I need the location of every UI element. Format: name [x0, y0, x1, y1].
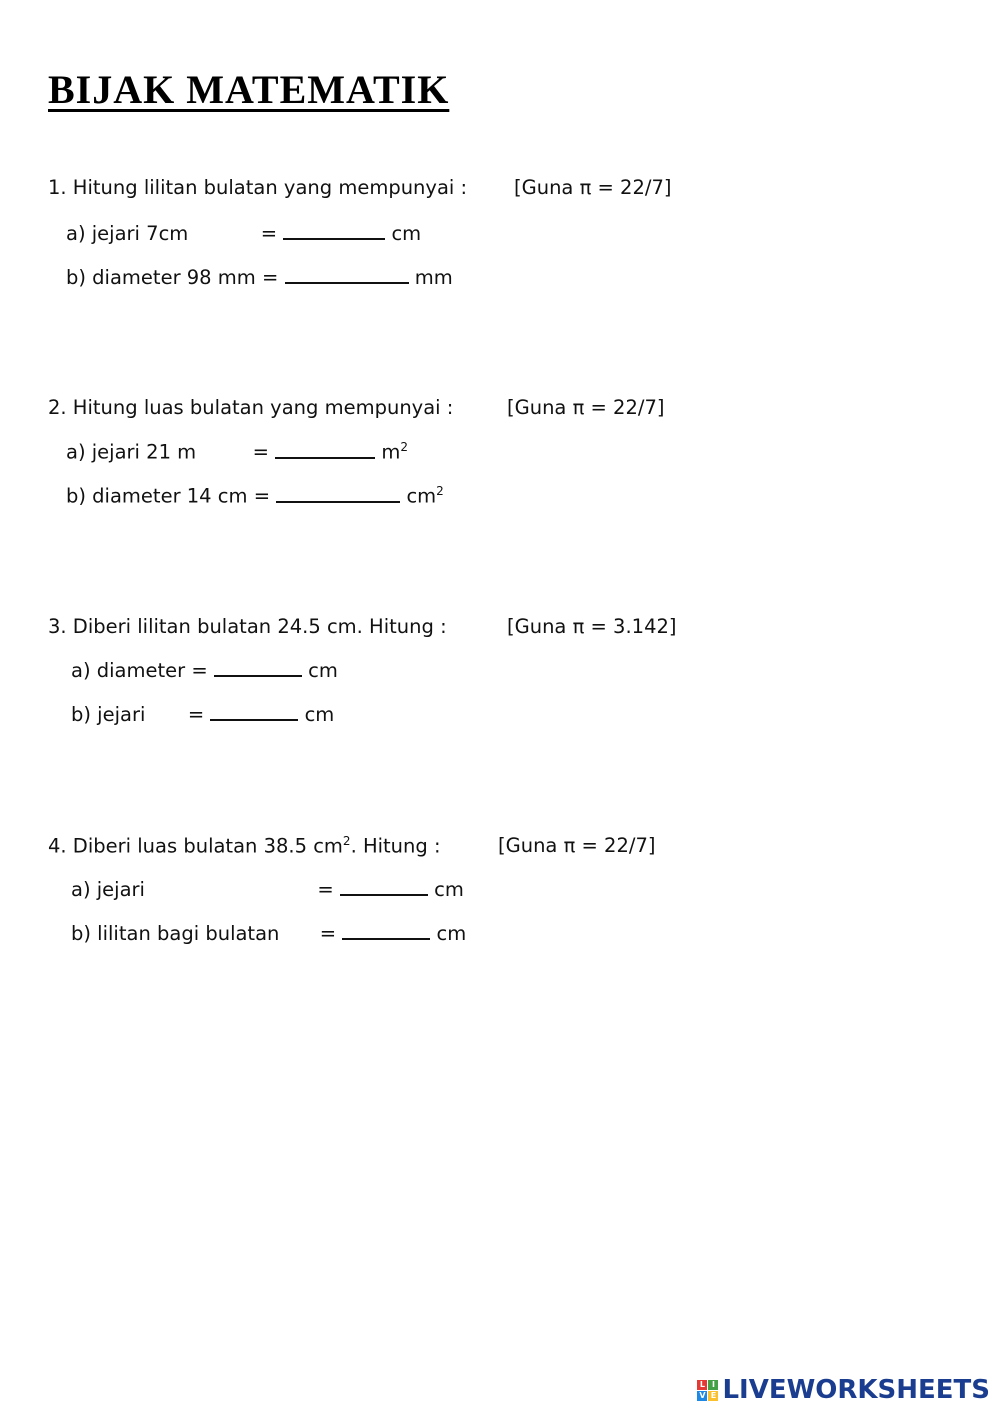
question-2-prompt: 2. Hitung luas bulatan yang mempunyai : — [48, 396, 454, 419]
question-4a-unit: cm — [434, 878, 464, 901]
question-3-prompt: 3. Diberi lilitan bulatan 24.5 cm. Hitung : — [48, 615, 447, 638]
question-3a-unit: cm — [308, 659, 338, 682]
logo-letter-e: E — [708, 1391, 718, 1401]
brand-name: LIVEWORKSHEETS — [722, 1375, 990, 1405]
question-1-note: [Guna π = 22/7] — [514, 176, 672, 199]
answer-4a-input[interactable] — [340, 893, 428, 896]
logo-letter-v: V — [699, 1390, 706, 1400]
question-4-prompt-pre: 4. Diberi luas bulatan 38.5 cm — [48, 834, 343, 858]
question-4-prompt-sup: 2 — [342, 834, 351, 848]
logo-letter-l: L — [697, 1380, 707, 1390]
question-2a-label: a) jejari 21 m — [66, 440, 197, 464]
answer-4b-input[interactable] — [342, 937, 430, 940]
answer-2b-input[interactable] — [276, 500, 400, 503]
question-1b — [66, 266, 453, 289]
question-4-prompt-post: . Hitung : — [350, 834, 441, 858]
question-4a-equals: = — [317, 878, 334, 901]
question-1a-label: a) jejari 7cm — [66, 222, 189, 245]
page-title: BIJAK MATEMATIK — [48, 67, 450, 112]
question-4b-label: b) lilitan bagi bulatan — [71, 922, 280, 945]
answer-1b-input[interactable] — [285, 281, 409, 284]
question-3b-equals: = — [187, 703, 205, 726]
question-4b — [71, 922, 466, 945]
answer-3b-input[interactable] — [210, 718, 298, 721]
question-2b-unit: cm — [406, 484, 437, 508]
question-2a — [66, 440, 408, 464]
question-2-note: [Guna π = 22/7] — [507, 396, 665, 419]
question-4b-equals: = — [319, 922, 337, 945]
question-4b-unit: cm — [436, 922, 467, 945]
question-1-prompt: 1. Hitung lilitan bulatan yang mempunyai : — [48, 176, 468, 199]
question-2a-unit: m — [381, 440, 401, 464]
question-3a — [71, 659, 338, 682]
question-3b-label: b) jejari — [71, 703, 146, 726]
question-4a-label: a) jejari — [71, 878, 145, 901]
question-3b — [71, 703, 334, 726]
question-2a-equals: = — [252, 440, 269, 464]
answer-2a-input[interactable] — [275, 456, 375, 459]
question-1a — [66, 222, 421, 245]
question-2a-unit-sup: 2 — [400, 440, 408, 454]
question-1a-equals: = — [260, 222, 278, 245]
answer-3a-input[interactable] — [214, 674, 302, 677]
question-1b-unit: mm — [414, 266, 453, 289]
question-3-note: [Guna π = 3.142] — [507, 615, 677, 638]
question-3b-unit: cm — [304, 703, 335, 726]
answer-1a-input[interactable] — [283, 237, 385, 240]
logo-letter-i: I — [708, 1380, 718, 1390]
question-4a — [71, 878, 464, 901]
liveworksheets-logo — [697, 1375, 990, 1405]
question-4-prompt — [48, 834, 441, 858]
question-2b — [66, 484, 444, 508]
question-4-note: [Guna π = 22/7] — [498, 834, 656, 857]
question-3a-label: a) diameter = — [71, 659, 208, 682]
question-2b-label: b) diameter 14 cm = — [66, 484, 271, 508]
question-1b-label: b) diameter 98 mm = — [66, 266, 279, 289]
question-1a-unit: cm — [391, 222, 422, 245]
question-2b-unit-sup: 2 — [436, 484, 444, 498]
logo-icon — [697, 1380, 718, 1401]
